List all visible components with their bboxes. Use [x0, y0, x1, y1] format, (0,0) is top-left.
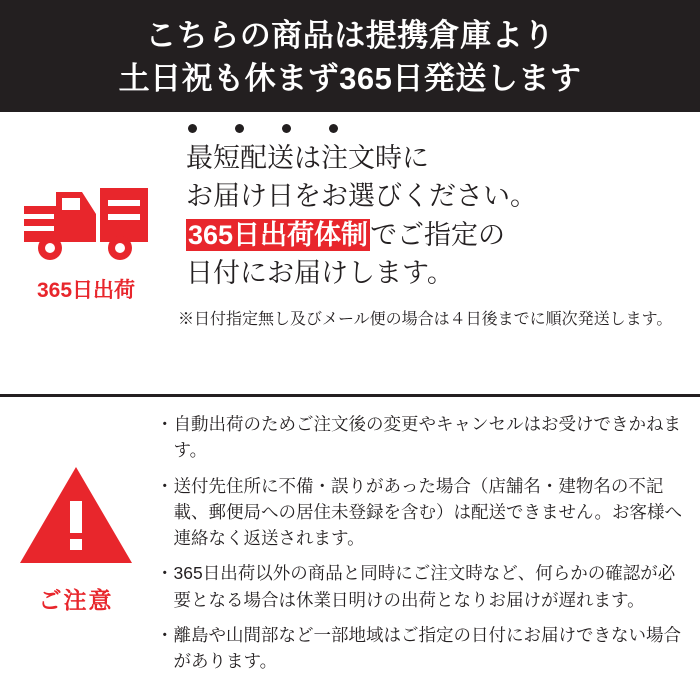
- bullet-icon: ・: [156, 475, 174, 496]
- dot-icon: [235, 124, 244, 133]
- dot-icon: [329, 124, 338, 133]
- bullet-icon: ・: [156, 563, 174, 584]
- caution-notes-list: [152, 407, 700, 697]
- caution-badge: [0, 407, 152, 697]
- list-item: [156, 560, 688, 613]
- list-item-text: 自動出荷のためご注文後の変更やキャンセルはお受けできかねます。: [173, 414, 681, 461]
- decorative-dots: [172, 124, 686, 133]
- shipping-line-3-rest: でご指定の: [370, 219, 506, 250]
- bullet-icon: ・: [156, 414, 174, 434]
- bullet-icon: ・: [156, 624, 174, 645]
- caution-label: ご注意: [38, 587, 114, 613]
- shipping-line-2: お届け日をお選びください。: [186, 181, 537, 212]
- shipping-text-block: [172, 122, 700, 394]
- shipping-section: [0, 112, 700, 397]
- shipping-line-3: [172, 216, 686, 254]
- header-line-1: こちらの商品は提携倉庫より: [145, 18, 555, 54]
- dot-icon: [282, 124, 291, 133]
- list-item-text: 365日出荷以外の商品と同時にご注文時など、何らかの確認が必要となる場合は休業日明けの出荷となりお届けが遅れます。: [173, 563, 676, 610]
- delivery-truck-icon: [20, 180, 152, 266]
- warning-triangle-icon: [16, 463, 136, 572]
- list-item: [156, 473, 688, 552]
- header-line-2: 土日祝も休まず365日発送します: [118, 61, 582, 96]
- truck-badge: [0, 122, 172, 394]
- truck-label: 365日出荷: [36, 279, 136, 302]
- banner-header: [0, 0, 700, 112]
- shipping-highlight: 365日出荷体制: [188, 219, 369, 250]
- list-item-text: 送付先住所に不備・誤りがあった場合（店舗名・建物名の不記載、郵便局への居住未登録を含む）は配送できません。お客様へ連絡なく返送されます。: [173, 475, 683, 548]
- dot-icon: [188, 124, 197, 133]
- list-item: [156, 622, 688, 675]
- shipping-line-1: 最短配送は注文時に: [186, 143, 429, 173]
- shipping-line-4: 日付にお届けします。: [186, 257, 454, 288]
- shipping-note: ※日付指定無し及びメール便の場合は４日後までに順次発送します。: [178, 311, 673, 329]
- list-item-text: 離島や山間部など一部地域はご指定の日付にお届けできない場合があります。: [173, 624, 681, 671]
- caution-section: [0, 397, 700, 697]
- list-item: [156, 411, 688, 464]
